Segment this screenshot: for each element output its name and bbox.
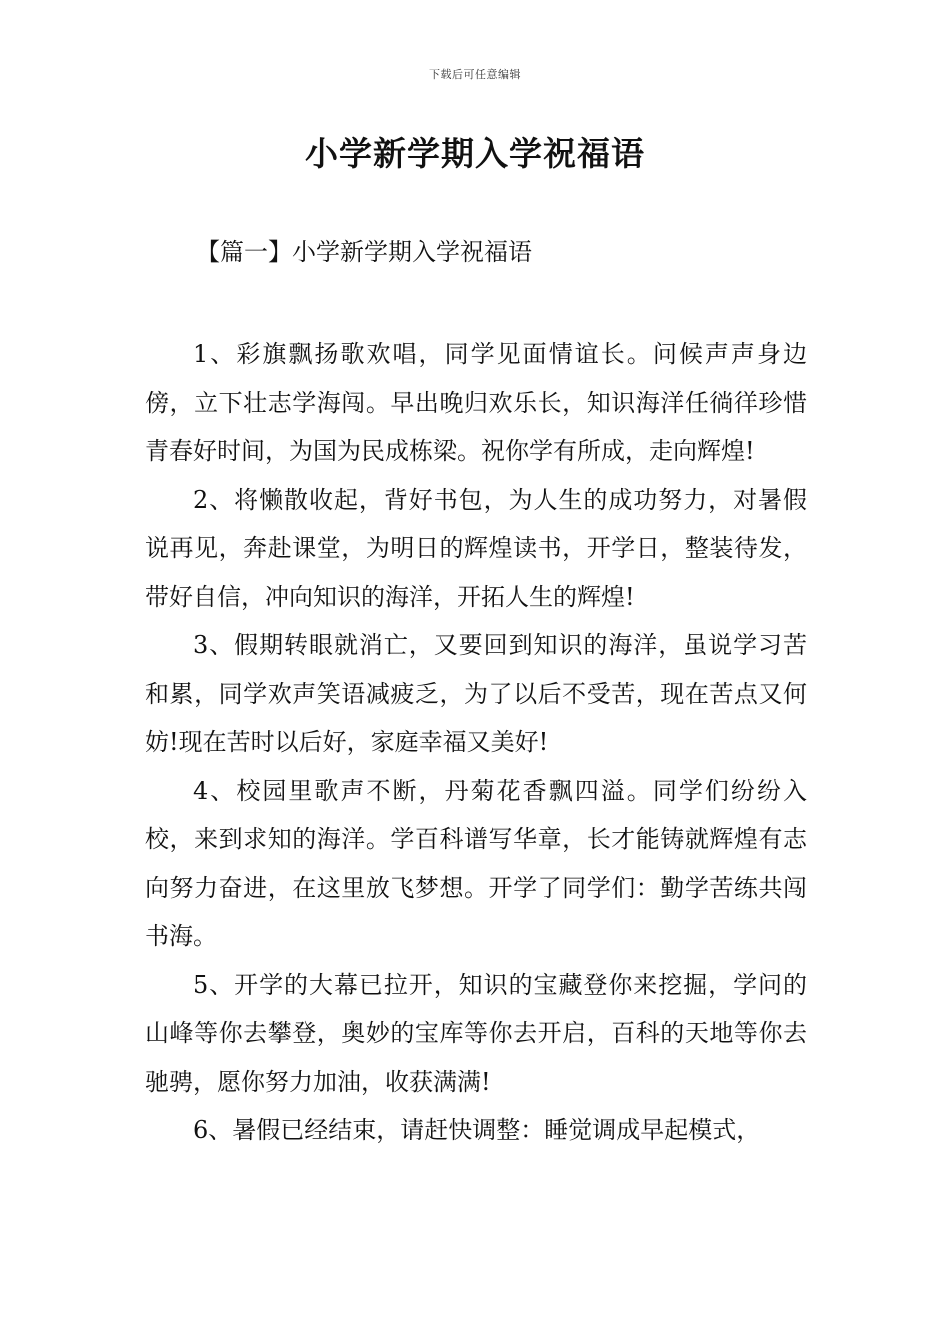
paragraph-2: 2、将懒散收起，背好书包，为人生的成功努力，对暑假说再见，奔赴课堂，为明日的辉煌读书，开学日，整装待发，带好自信，冲向知识的海洋，开拓人生的辉煌! [145, 485, 807, 611]
paragraph-4: 4、校园里歌声不断，丹菊花香飘四溢。同学们纷纷入校，来到求知的海洋。学百科谱写华章，长才能铸就辉煌有志向努力奋进，在这里放飞梦想。开学了同学们：勤学苦练共闯书海。 [145, 776, 807, 950]
paragraph-5: 5、开学的大幕已拉开，知识的宝藏登你来挖掘，学问的山峰等你去攀登，奥妙的宝库等你去开启，百科的天地等你去驰骋，愿你努力加油，收获满满! [145, 970, 807, 1096]
paragraph-6: 6、暑假已经结束，请赶快调整：睡觉调成早起模式， [193, 1116, 761, 1144]
paragraph-1: 1、彩旗飘扬歌欢唱，同学见面情谊长。问候声声身边傍，立下壮志学海闯。早出晚归欢乐长，知识海洋任徜徉珍惜青春好时间，为国为民成栋梁。祝你学有所成，走向辉煌! [145, 340, 807, 465]
section-heading: 【篇一】小学新学期入学祝福语 [196, 238, 532, 266]
paragraph-3: 3、假期转眼就消亡，又要回到知识的海洋，虽说学习苦和累，同学欢声笑语减疲乏，为了以后不受苦，现在苦点又何妨!现在苦时以后好，家庭幸福又美好! [145, 631, 807, 756]
page-header-note: 下载后可任意编辑 [429, 68, 521, 81]
document-body [145, 330, 807, 1155]
document-title: 小学新学期入学祝福语 [305, 134, 645, 173]
